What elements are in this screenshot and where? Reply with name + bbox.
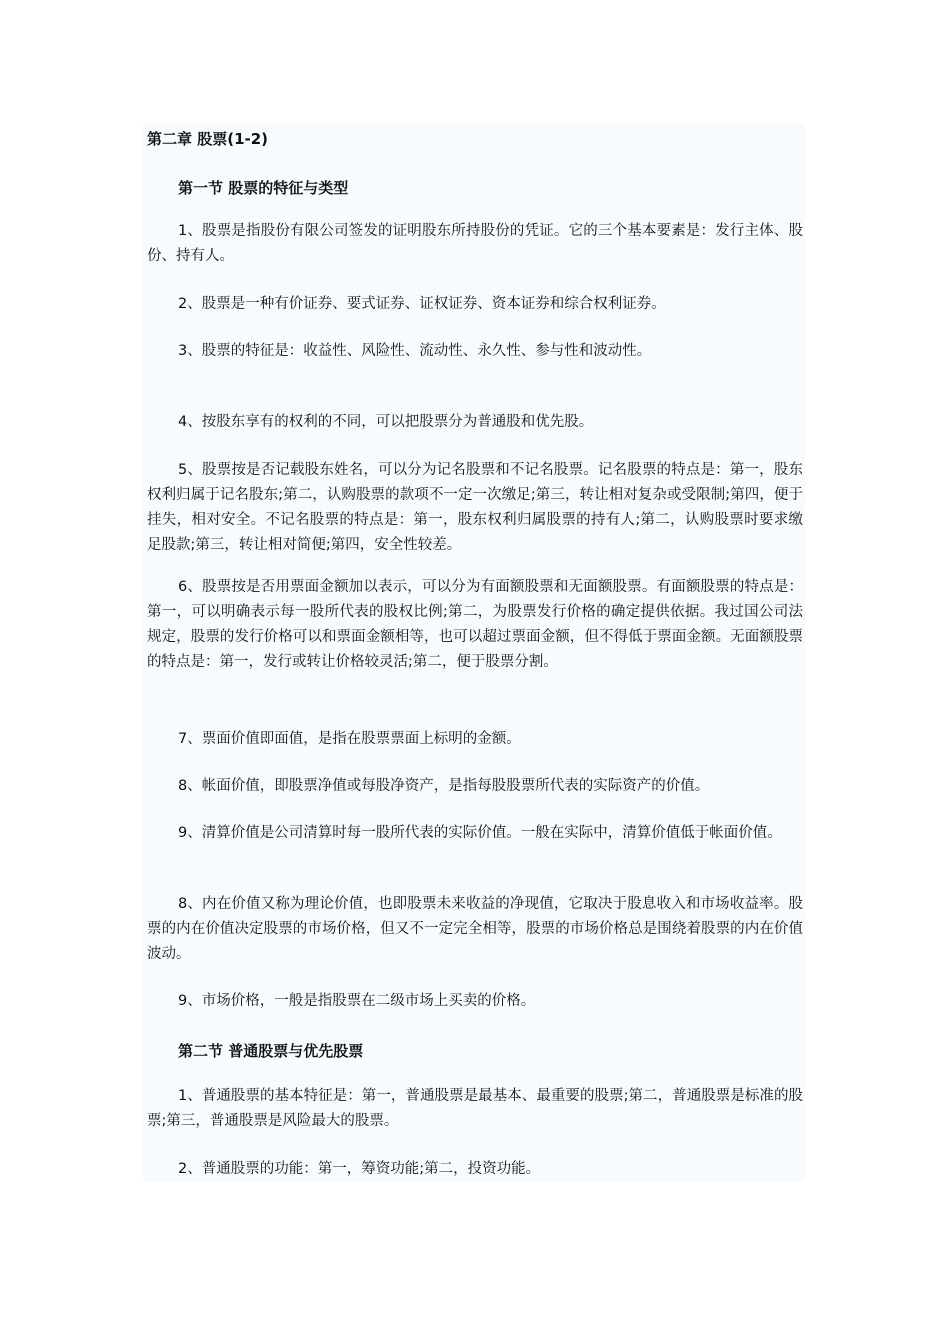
paragraph: 2、普通股票的功能：第一，筹资功能;第二，投资功能。 bbox=[178, 1161, 541, 1177]
paragraph: 1、普通股票的基本特征是：第一，普通股票是最基本、最重要的股票;第二，普通股票是标准的股票;第三，普通股票是风险最大的股票。 bbox=[147, 1088, 803, 1129]
paragraph: 5、股票按是否记载股东姓名，可以分为记名股票和不记名股票。记名股票的特点是：第一，股东权利归属于记名股东;第二，认购股票的款项不一定一次缴足;第三，转让相对复杂或受限制;第四，便于挂失，相对安全。不记名股票的特点是：第一，股东权利归属股票的持有人;第二，认购股票时要求缴足股款;第三，转让相对简便;第四，安全性较差。 bbox=[147, 462, 803, 553]
article-body bbox=[143, 124, 805, 1182]
section-title: 第一节 股票的特征与类型 bbox=[178, 179, 349, 197]
section-title: 第二节 普通股票与优先股票 bbox=[178, 1042, 364, 1060]
paragraph: 9、清算价值是公司清算时每一股所代表的实际价值。一般在实际中，清算价值低于帐面价值。 bbox=[178, 825, 782, 841]
chapter-title: 第二章 股票(1-2) bbox=[147, 130, 269, 148]
paragraph: 4、按股东享有的权利的不同，可以把股票分为普通股和优先股。 bbox=[178, 414, 594, 430]
paragraph: 8、帐面价值，即股票净值或每股净资产，是指每股股票所代表的实际资产的价值。 bbox=[178, 778, 710, 794]
paragraph: 3、股票的特征是：收益性、风险性、流动性、永久性、参与性和波动性。 bbox=[178, 343, 652, 359]
paragraph: 7、票面价值即面值，是指在股票票面上标明的金额。 bbox=[178, 731, 521, 747]
paragraph: 6、股票按是否用票面金额加以表示，可以分为有面额股票和无面额股票。有面额股票的特点是：第一，可以明确表示每一股所代表的股权比例;第二，为股票发行价格的确定提供依据。我过国公司法规定，股票的发行价格可以和票面金额相等，也可以超过票面金额，但不得低于票面金额。无面额股票的特点是：第一，发行或转让价格较灵活;第二，便于股票分割。 bbox=[147, 579, 803, 670]
paragraph: 2、股票是一种有价证券、要式证券、证权证券、资本证券和综合权利证券。 bbox=[178, 296, 666, 312]
paragraph: 8、内在价值又称为理论价值，也即股票未来收益的净现值，它取决于股息收入和市场收益率。股票的内在价值决定股票的市场价格，但又不一定完全相等，股票的市场价格总是围绕着股票的内在价值波动。 bbox=[147, 896, 803, 962]
paragraph: 1、股票是指股份有限公司签发的证明股东所持股份的凭证。它的三个基本要素是：发行主体、股份、持有人。 bbox=[147, 223, 803, 264]
paragraph: 9、市场价格，一般是指股票在二级市场上买卖的价格。 bbox=[178, 993, 536, 1009]
